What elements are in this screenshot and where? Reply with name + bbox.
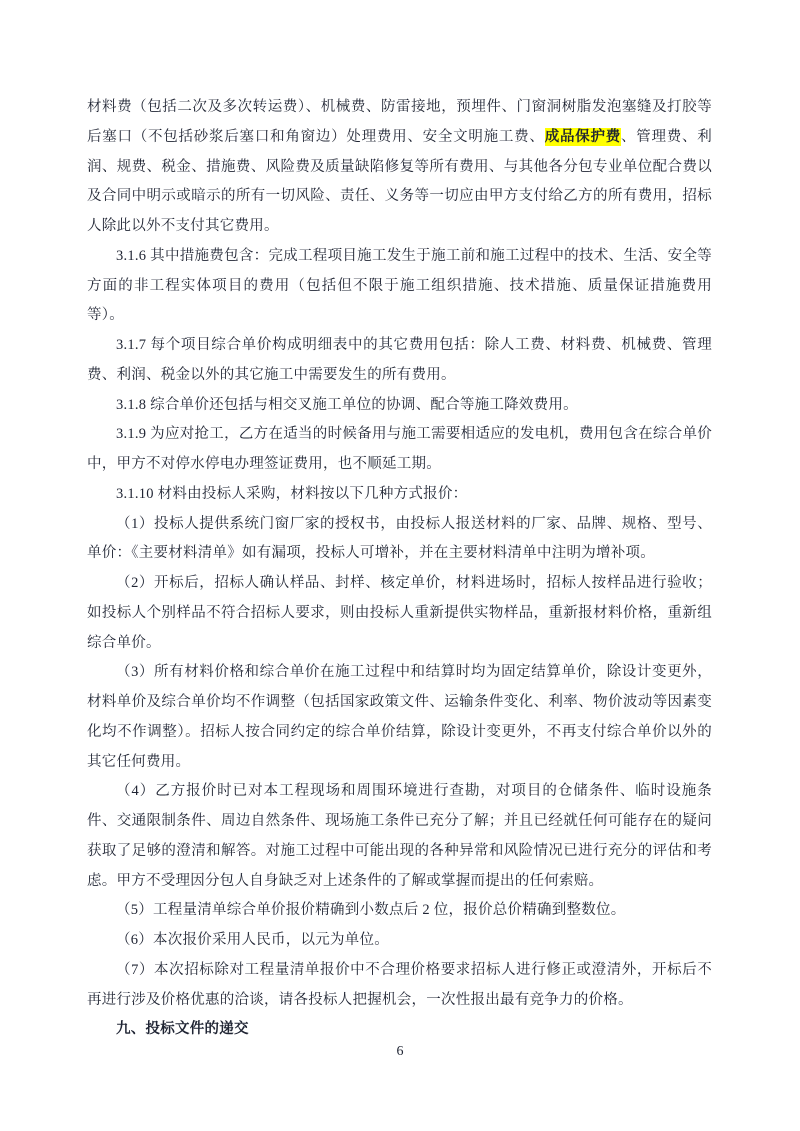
clause-item-1: （1）投标人提供系统门窗厂家的授权书，由投标人报送材料的厂家、品牌、规格、型号、单价：《主要材料清单》如有漏项，投标人可增补，并在主要材料清单中注明为增补项。	[87, 515, 712, 562]
clause-item-6: （6）本次报价采用人民币，以元为单位。	[116, 932, 389, 948]
clause-item-3: （3）所有材料价格和综合单价在施工过程中和结算时均为固定结算单价，除设计变更外，材料单价及综合单价均不作调整（包括国家政策文件、运输条件变化、利率、物价波动等因素变化均不作调整）。招标人按合同约定的综合单价结算，除设计变更外，不再支付综合单价以外的其它任何费用。	[87, 664, 712, 770]
page-number: 6	[396, 1044, 404, 1059]
fees-text-after-highlight: 、管理费、利润、规费、税金、措施费、风险费及质量缺陷修复等所有费用、与其他各分包专业单位配合费以及合同中明示或暗示的所有一切风险、责任、义务等一切应由甲方支付给乙方的所有费用，招标人除此以外不支付其它费用。	[87, 128, 712, 234]
section-heading: 九、投标文件的递交	[116, 1021, 249, 1038]
clause-3-1-10: 3.1.10 材料由投标人采购，材料按以下几种方式报价：	[116, 485, 468, 502]
clause-item-5: （5）工程量清单综合单价报价精确到小数点后 2 位，报价总价精确到整数位。	[116, 902, 626, 919]
clause-3-1-6: 3.1.6 其中措施费包含：完成工程项目施工发生于施工前和施工过程中的技术、生活、安全等方面的非工程实体项目的费用（包括但不限于施工组织措施、技术措施、质量保证措施费用等）。	[87, 247, 712, 324]
clause-item-2: （2）开标后，招标人确认样品、封样、核定单价，材料进场时，招标人按样品进行验收；如投标人个别样品不符合招标人要求，则由投标人重新提供实物样品，重新报材料价格，重新组综合单价。	[87, 575, 712, 651]
fees-text-before-highlight: 材料费（包括二次及多次转运费）、机械费、防雷接地，预埋件、门窗洞树脂发泡塞缝及打胶等后塞口（不包括砂浆后塞口和角窗边）处理费用、安全文明施工费、	[87, 99, 712, 145]
clause-3-1-8: 3.1.8 综合单价还包括与相交叉施工单位的协调、配合等施工降效费用。	[116, 396, 578, 413]
highlighted-phrase: 成品保护费	[544, 128, 621, 145]
clause-item-4: （4）乙方报价时已对本工程现场和周围环境进行查勘，对项目的仓储条件、临时设施条件、交通限制条件、周边自然条件、现场施工条件已充分了解；并且已经就任何可能存在的疑问获取了足够的澄清和解答。对施工过程中可能出现的各种异常和风险情况已进行充分的评估和考虑。甲方不受理因分包人自身缺乏对上述条件的了解或掌握而提出的任何索赔。	[87, 783, 712, 889]
document-body	[87, 93, 712, 1045]
clause-3-1-9: 3.1.9 为应对抢工，乙方在适当的时候备用与施工需要相适应的发电机，费用包含在综合单价中，甲方不对停水停电办理签证费用，也不顺延工期。	[87, 426, 712, 472]
clause-3-1-7: 3.1.7 每个项目综合单价构成明细表中的其它费用包括：除人工费、材料费、机械费、管理费、利润、税金以外的其它施工中需要发生的所有费用。	[87, 337, 712, 383]
clause-item-7: （7）本次招标除对工程量清单报价中不合理价格要求招标人进行修正或澄清外，开标后不再进行涉及价格优惠的洽谈，请各投标人把握机会，一次性报出最有竞争力的价格。	[87, 961, 712, 1008]
paragraph-fees-continuation	[87, 93, 712, 242]
